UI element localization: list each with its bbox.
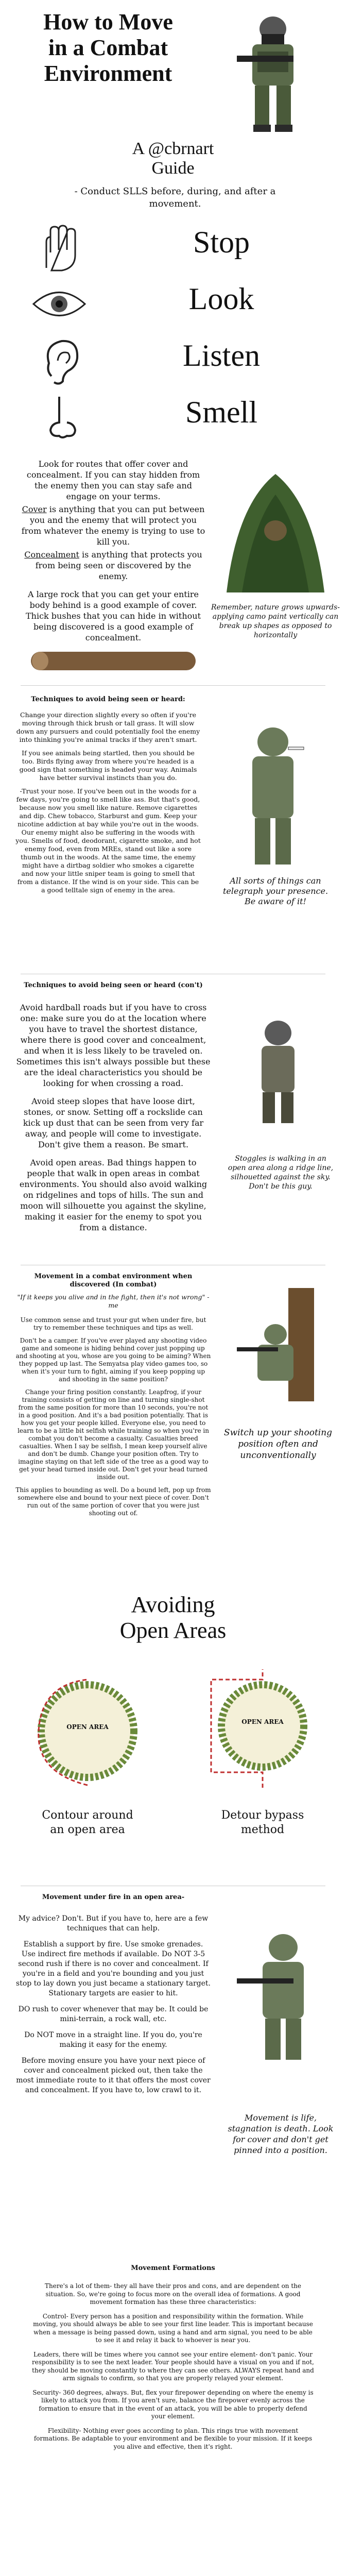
section-divider <box>21 685 325 686</box>
formations-text: There's a lot of them- they all have their pros and cons, and are dependent on the situation. So, we're going to focus more on the overall idea of formations. A good movement formation has these three characteristics: Control- Every person has a position and responsibility within the formation. While moving, you should always be able to see your first line leader. This is important because when a message is being passed down, using a hand and arm signal, you need to be able to see it and relay it back to whoever is near you. Leaders, there will be times where you cannot see your entire element- don't panic. Your responsibility is to see the next leader. Your people should have a visual on you and if not, they should be moving constantly to where they can see others. ALWAYS repeat hand and arm signals to confirm, so that you are properly relayed your element. Security- 360 degrees, always. But, flex your firepower depending on where the enemy is likely to attack you from. If you aren't sure, balance the firepower evenly across the formation to ensure that in the event of an attack, you will be able to properly defend your element. Flexibility- Nothing ever goes according to plan. This rings true with movement formations. Be adaptable to your environment and be flexible to your mission. If it keeps you alive and effective, then it's right. <box>32 2282 314 2450</box>
stop-hand-icon <box>31 222 88 273</box>
contact-text: Use common sense and trust your gut when under fire, but try to remember these techniques and tips as well. Don't be a camper. If you've ever played any shooting video game and someone is hiding behind cover just popping up and shooting at you, whose are you going to be aiming? When they popped up last. The Semyatsa play video games too, so when it's your turn to fight, aiming if you keep popping up and shooting in the same position? Change your firing position constantly. Leapfrog, if your training consists of getting on line and turning single-shot from the same position for more than 10 seconds, you're not in a good position. And it's a bad position potentially. That is how you get your people killed. Everyone else, you need to learn to be a little bit selfish while training so when you're in combat you don't become a casualty. Casualties breed casualties. When I say be selfish, I mean keep yourself alive and don't be dumb. Change your position often. Try to imagine staying on that left side of the tree as a good way to get your head turned inside out. Don't get your head turned inside out. This applies to bounding as well. Do a bound left, pop up from somewhere else and bound to your next piece of cover. Don't run out of the same portion of cover that you were just shooting out of. <box>15 1316 211 1517</box>
open-movement-text: My advice? Don't. But if you have to, here are a few techniques that can help. Establish a support by fire. Use smoke grenades. Use indirect fire methods if available. Do NOT 3-5 second rush if there is no cover and concealment. If you're in a field and you're bounding and you just stop to lay down you just became a stationary target. Stationary targets are easier to hit. DO rush to cover whenever that may be. It could be mini-terrain, a rock wall, etc. Do NOT move in a straight line. If you do, you're making it easy for the enemy. Before moving ensure you have your next piece of cover and concealment picked out, then take the most immediate route to it that offers the most cover and concealment. If you have to, low crawl to it. <box>16 1914 211 2094</box>
sense-word: Listen <box>183 338 260 372</box>
techniques-heading: Techniques to avoid being seen or heard: <box>31 696 185 703</box>
switch-position-caption: Switch up your shooting position often and unconventionally <box>223 1428 333 1461</box>
open-area-label: OPEN AREA <box>66 1723 109 1731</box>
sense-word: Smell <box>185 395 257 429</box>
sense-smell <box>0 386 346 443</box>
ear-icon <box>31 335 88 386</box>
log-illustration <box>21 644 206 675</box>
sense-word: Stop <box>193 225 250 259</box>
ridgeline-caption: Stoggles is walking in an open area along a ridge line, silhouetted against the sky. Don't be this guy. <box>228 1155 334 1191</box>
techniques-cont-text: Avoid hardball roads but if you have to cross one: make sure you do at the location where you have to travel the shortest distance, where there is good cover and concealment, and when it is less likely to be traveled on. Sometimes this isn't always possible but these are the ideal characteristics you should be looking for when crossing a road. Avoid steep slopes that have loose dirt, stones, or snow. Setting off a rockslide can kick up dust that can be seen from very far away, and people will come to investigate. Don't give them a reason. Be smart. Avoid open areas. Bad things happen to people that walk in open areas in combat environments. You should also avoid walking on ridgelines and tops of hills. The sun and moon will silhouette you against the skyline, making it easier for the enemy to spot you from a distance. <box>16 1003 211 1232</box>
contour-label: Contour around an open area <box>42 1809 133 1836</box>
contact-quote: "If it keeps you alive and in the fight, then it's not wrong" -me <box>17 1293 210 1309</box>
subtitle: - Conduct SLLS before, during, and after a movement. <box>74 186 276 209</box>
page-title <box>0 9 216 87</box>
sense-listen <box>0 330 346 386</box>
camouflage-soldier-illustration <box>216 464 335 598</box>
open-movement-heading: Movement under fire in an open area- <box>42 1893 185 1901</box>
sense-look <box>0 273 346 330</box>
ridgeline-soldier-illustration <box>221 1010 335 1128</box>
open-areas-title: Avoiding Open Areas <box>119 1592 227 1643</box>
nose-icon <box>31 392 88 443</box>
presence-caption: All sorts of things can telegraph your presence. Be aware of it! <box>222 876 328 906</box>
author-handle: A @cbrnart Guide <box>132 139 214 178</box>
camo-caption: Remember, nature grows upwards- applying camo paint vertically can break up shapes as opposed to horizontally <box>211 603 340 639</box>
contact-heading: Movement in a combat environment when discovered (In combat) <box>34 1273 193 1289</box>
soldier-illustration <box>221 10 324 134</box>
detour-diagram <box>201 1669 324 1793</box>
movement-life-caption: Movement is life, stagnation is death. Look for cover and don't get pinned into a position. <box>228 2113 334 2155</box>
contour-diagram <box>26 1669 149 1793</box>
eye-icon <box>31 278 88 330</box>
title-line: How to Move <box>43 9 173 35</box>
sense-stop <box>0 216 346 273</box>
title-line: Environment <box>44 61 172 86</box>
open-area-label: OPEN AREA <box>241 1718 284 1725</box>
sense-word: Look <box>188 282 254 316</box>
formations-heading: Movement Formations <box>131 2264 215 2272</box>
techniques-text: Change your direction slightly every so often if you're moving through thick brush or tall grass. It will slow down any pursuers and could potentially fool the enemy into thinking you're animal tracks if they aren't smart. If you see animals being startled, then you should be too. Birds flying away from where you're headed is a good sign that something is headed your way. Animals have better survival instincts than you do. -Trust your nose. If you've been out in the woods for a few days, you're going to smell like ass. But that's good, because now you smell like nature. Remove cigarettes and dip. Chew tobacco, Starburst and gum. Keep your nicotine addiction at bay while you're out in the woods. Our enemy might also be suffering in the woods with you. Smells of food, deodorant, cigarette smoke, and hot enemy food, even from MREs, stand out like a sore thumb out in the woods. At the same time, the enemy might have a dirtbag soldier who smokes a cigarette and now your little sniper team is going to smell that from a distance. If the wind is on your side. This can be a good telltale sign of enemy in the area. <box>15 711 201 894</box>
smoking-soldier-illustration <box>216 716 330 871</box>
title-line: in a Combat <box>48 35 168 60</box>
detour-label: Detour bypass method <box>221 1809 304 1836</box>
techniques-cont-heading: Techniques to avoid being seen or heard (con't) <box>24 981 203 989</box>
crouching-soldier-illustration <box>221 1917 335 2071</box>
cover-section: Look for routes that offer cover and concealment. If you can stay hidden from the enemy then you can stay safe and engage on your terms. Cover is anything that you can put between you and the enemy that will protect you from whatever the enemy is trying to use to kill you. Concealment is anything that protects you from being seen or discovered by the enemy. A large rock that you can get your entire body behind is a good example of cover. Thick bushes that you can hide in without being discovered is a good example of concealment. <box>21 459 205 642</box>
shooter-behind-tree-illustration <box>227 1288 330 1401</box>
